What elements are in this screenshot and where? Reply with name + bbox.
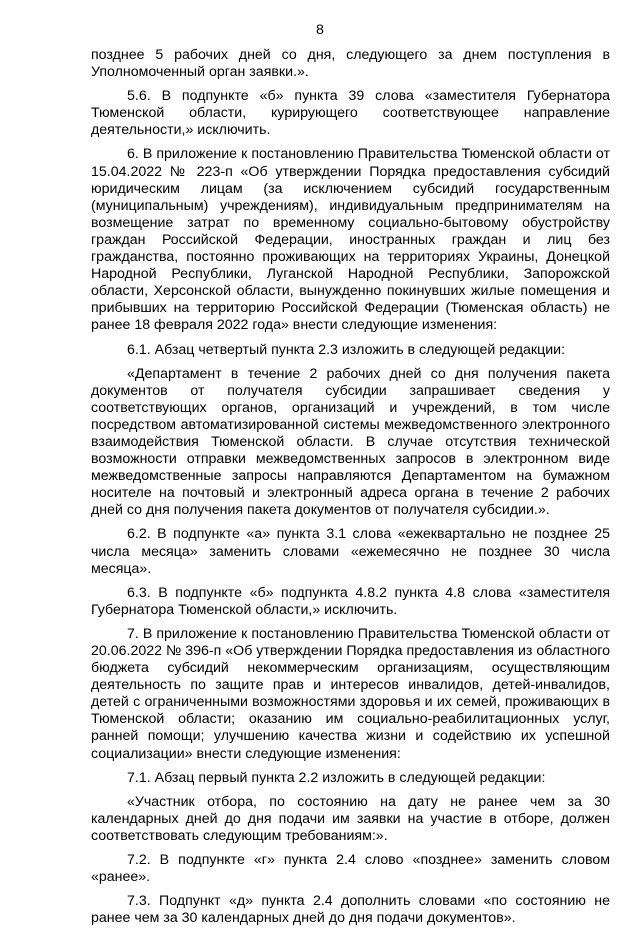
page-number: 8 <box>316 22 324 38</box>
paragraph-continuation: позднее 5 рабочих дней со дня, следующего за днем поступления в Уполномоченный орган заявки.». <box>91 47 610 81</box>
paragraph-6: 6. В приложение к постановлению Правительства Тюменской области от 15.04.2022 № 223-п «Об утверждении Порядка предоставления субсидий юридическим лицам (за исключением субсидий государственным (муниципальным) учреждениям), индивидуальным предпринимателям на возмещение затрат по временному социально-бытовому обустройству граждан Российской Федерации, иностранных граждан и лиц без гражданства, постоянно проживающих на территориях Украины, Донецкой Народной Республики, Луганской Народной Республики, Запорожской области, Херсонской области, вынужденно покинувших жилые помещения и прибывших на территорию Российской Федерации (Тюменская область) не ранее 18 февраля 2022 года» внести следующие изменения: <box>91 146 610 334</box>
paragraph-6-2: 6.2. В подпункте «а» пункта 3.1 слова «ежеквартально не позднее 25 числа месяца» заменить словами «ежемесячно не позднее 30 числа месяца». <box>91 526 610 577</box>
paragraph-6-1: 6.1. Абзац четвертый пункта 2.3 изложить в следующей редакции: <box>127 341 566 358</box>
paragraph-7-1: 7.1. Абзац первый пункта 2.2 изложить в следующей редакции: <box>127 769 546 786</box>
paragraph-7-2: 7.2. В подпункте «г» пункта 2.4 слово «позднее» заменить словом «ранее». <box>91 852 610 886</box>
paragraph-7-3: 7.3. Подпункт «д» пункта 2.4 дополнить словами «по состоянию не ранее чем за 30 календарных дней до дня подачи документов». <box>91 893 610 927</box>
document-body <box>91 47 610 934</box>
paragraph-6-1-text: «Департамент в течение 2 рабочих дней со дня получения пакета документов от получателя субсидии запрашивает сведения у соответствующих органов, организаций и учреждений, в том числе посредством автоматизированной системы межведомственного электронного взаимодействия Тюменской области. В случае отсутствия технической возможности отправки межведомственных запросов в электронном виде межведомственные запросы направляются Департаментом на бумажном носителе на почтовый и электронный адреса органа в течение 2 рабочих дней со дня получения пакета документов от получателя субсидии.». <box>91 365 610 519</box>
paragraph-5-6: 5.6. В подпункте «б» пункта 39 слова «заместителя Губернатора Тюменской области, курирующего соответствующее направление деятельности,» исключить. <box>91 88 610 139</box>
paragraph-7-1-text: «Участник отбора, по состоянию на дату не ранее чем за 30 календарных дней до дня подачи им заявки на участие в отборе, должен соответствовать следующим требованиям:». <box>91 793 610 844</box>
paragraph-7: 7. В приложение к постановлению Правительства Тюменской области от 20.06.2022 № 396-п «Об утверждении Порядка предоставления из областного бюджета субсидий некоммерческим организациям, осуществляющим деятельность по защите прав и интересов инвалидов, детей-инвалидов, детей с ограниченными возможностями здоровья и их семей, проживающих в Тюменской области; оказанию им социально-реабилитационных услуг, ранней помощи; улучшению качества жизни и содействию их успешной социализации» внести следующие изменения: <box>91 625 610 762</box>
paragraph-6-3: 6.3. В подпункте «б» подпункта 4.8.2 пункта 4.8 слова «заместителя Губернатора Тюменской области,» исключить. <box>91 584 610 618</box>
